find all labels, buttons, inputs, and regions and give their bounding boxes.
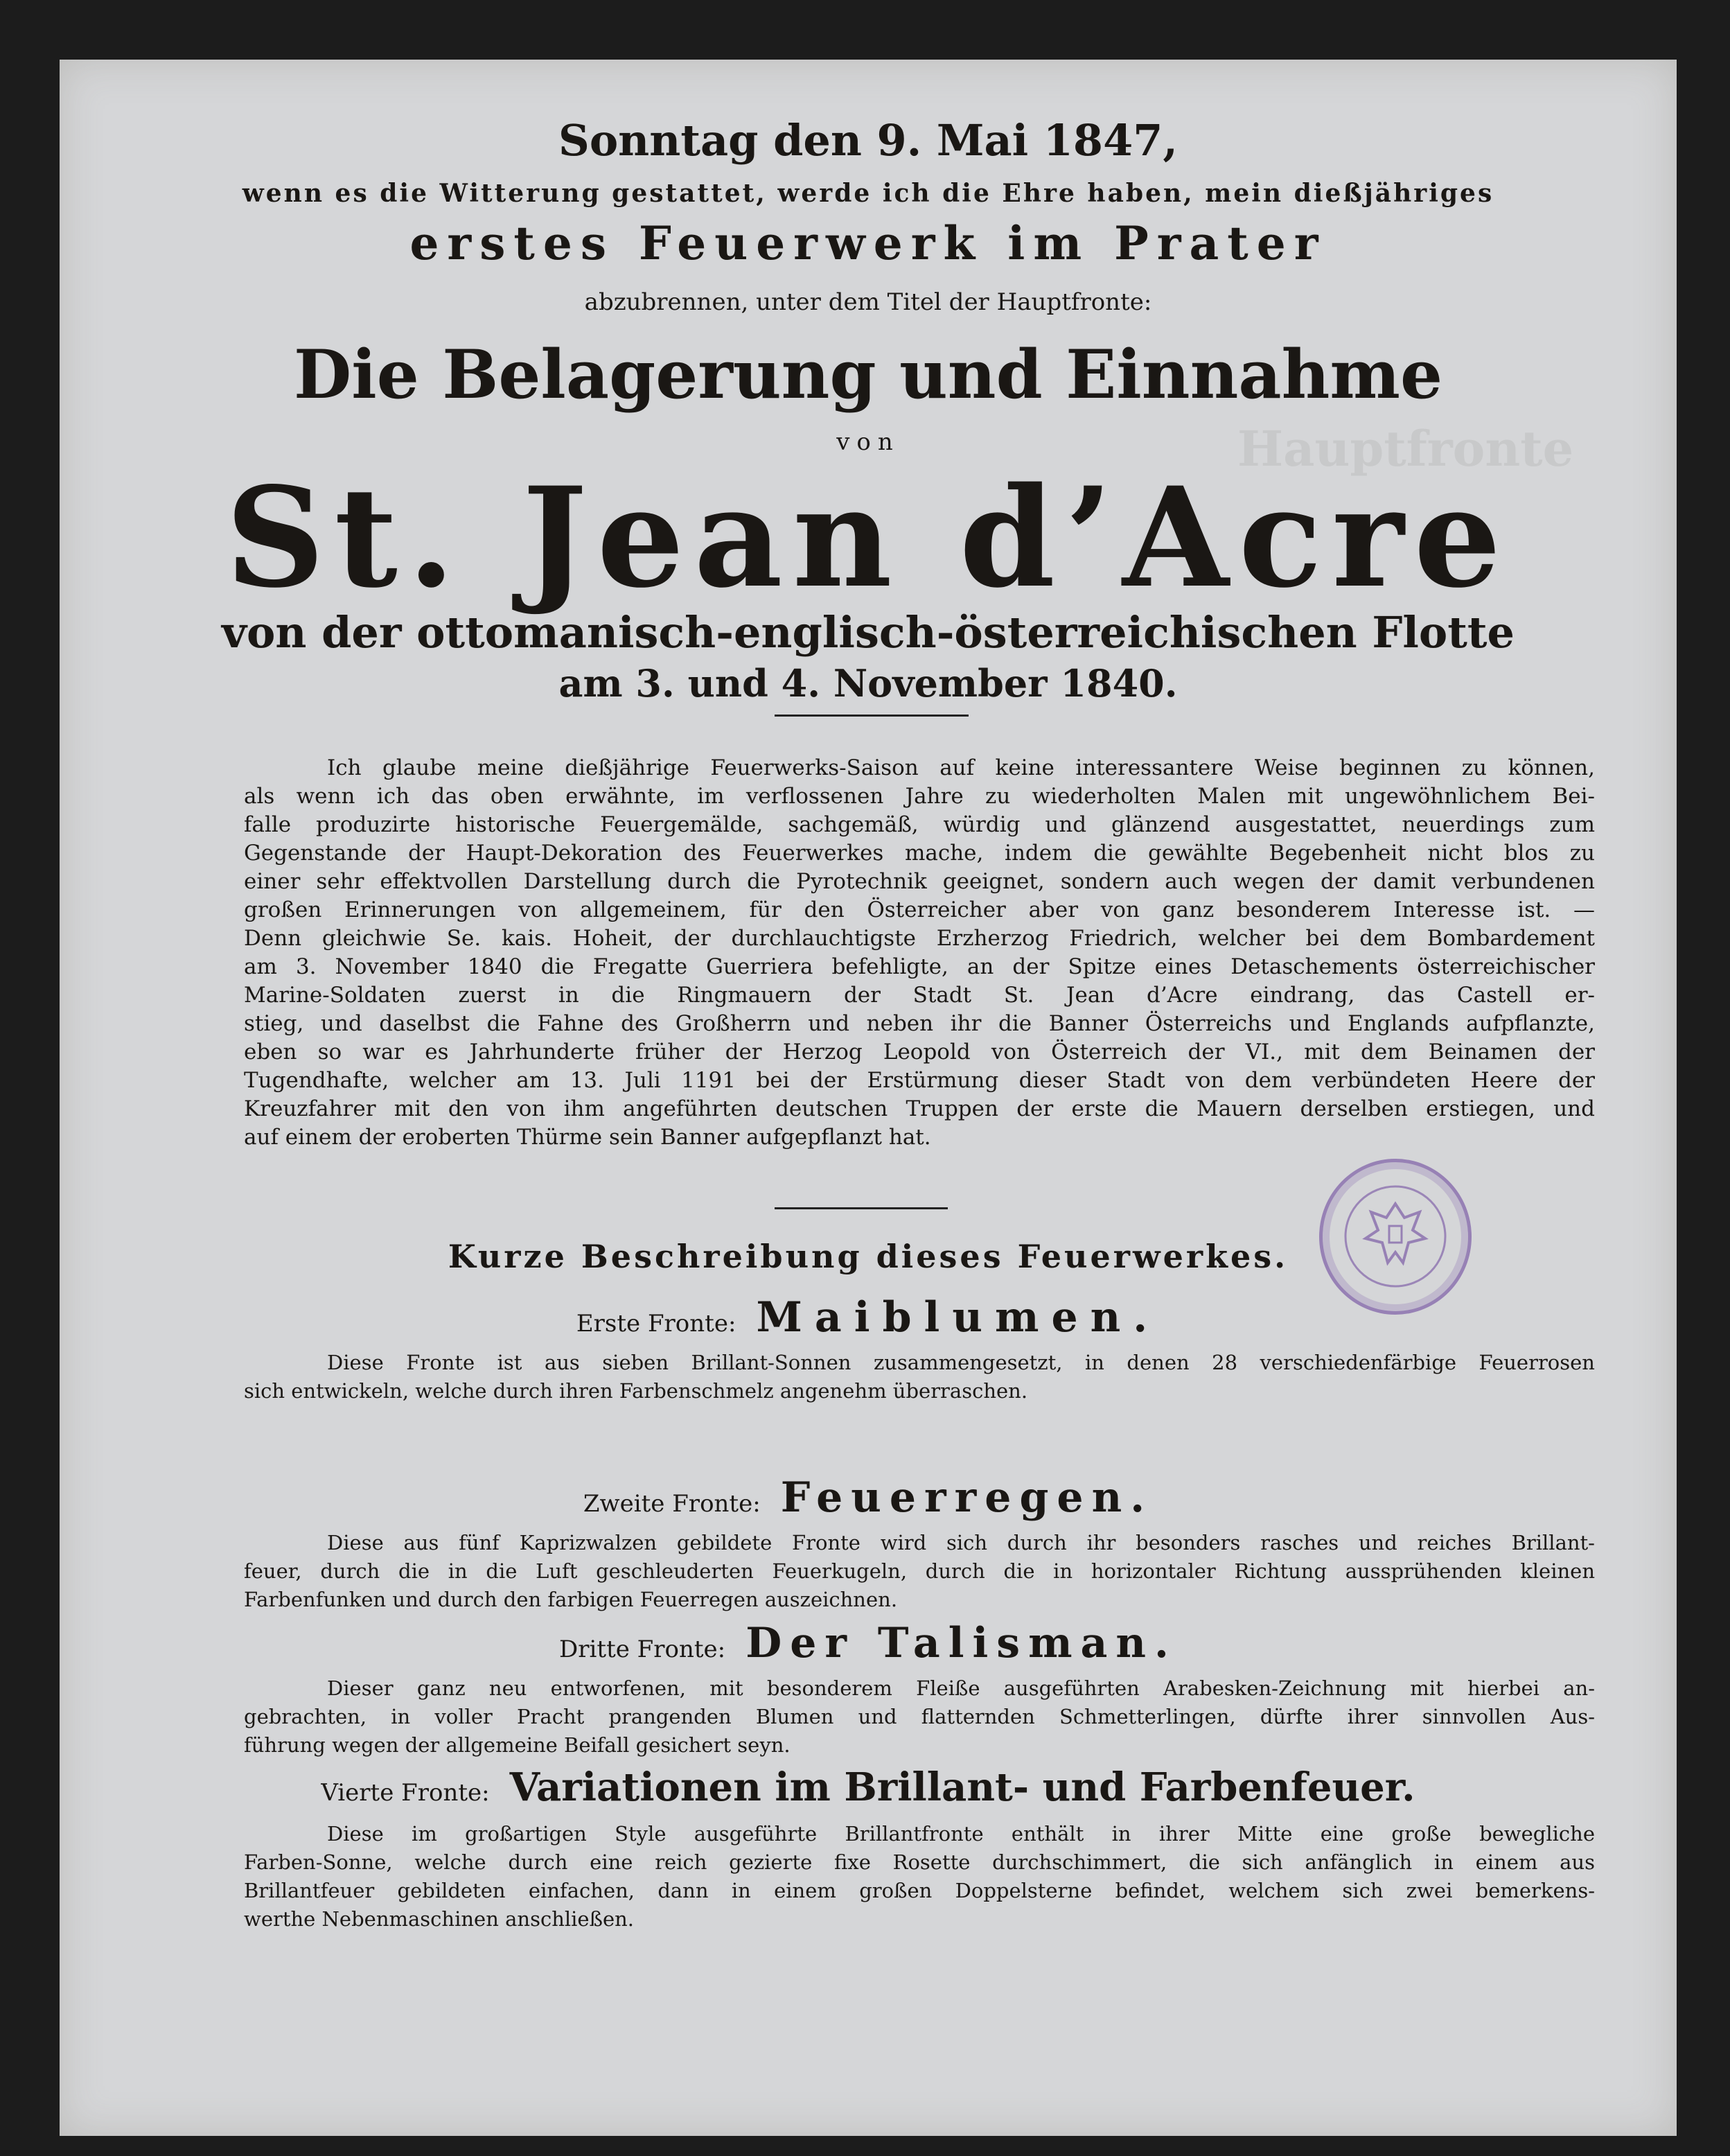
- paragraph-line: Denn gleichwie Se. kais. Hoheit, der durchlauchtigste Erzherzog Friedrich, welcher bei dem Bombardement: [244, 926, 1595, 951]
- paragraph-line: Gegenstande der Haupt-Dekoration des Feuerwerkes mache, indem die gewählte Begebenheit nicht blos zu: [244, 841, 1595, 866]
- title-date: am 3. und 4. November 1840.: [558, 661, 1178, 705]
- front-line: Diese aus fünf Kaprizwalzen gebildete Fronte wird sich durch ihr besonders rasches und reiches Brillant-: [327, 1531, 1595, 1554]
- paragraph-line: Marine-Soldaten zuerst in die Ringmauern der Stadt St. Jean d’Acre eindrang, das Castell er-: [244, 983, 1595, 1008]
- front-3-heading: [60, 1619, 1677, 1667]
- front-line: werthe Nebenmaschinen anschließen.: [244, 1907, 635, 1931]
- paragraph-line: Ich glaube meine dießjährige Feuerwerks-Saison auf keine interessantere Weise beginnen zu können,: [327, 755, 1595, 780]
- front-4-name: Variationen im Brillant- und Farbenfeuer.: [509, 1764, 1415, 1810]
- paragraph-line: Kreuzfahrer mit den von ihm angeführten deutschen Truppen der erste die Mauern derselben erstiegen, und: [244, 1096, 1595, 1121]
- front-2-text: [244, 1529, 1595, 1614]
- front-line: Farben-Sonne, welche durch eine reich gezierte fixe Rosette durchschimmert, die sich anfänglich in einem aus: [244, 1850, 1595, 1874]
- library-stamp: [1319, 1159, 1472, 1315]
- front-4-label: Vierte Fronte:: [321, 1779, 490, 1807]
- front-line: Farbenfunken und durch den farbigen Feuerregen auszeichnen.: [244, 1588, 898, 1611]
- title-line-3: von der ottomanisch-englisch-österreichischen Flotte: [222, 607, 1515, 658]
- front-3-name: Der Talisman.: [745, 1619, 1177, 1667]
- paragraph-line: eben so war es Jahrhunderte früher der Herzog Leopold von Österreich der VI., mit dem Beinamen der: [244, 1040, 1595, 1064]
- front-line: sich entwickeln, welche durch ihren Farbenschmelz angenehm überraschen.: [244, 1379, 1028, 1403]
- front-3-label: Dritte Fronte:: [559, 1636, 726, 1663]
- date-line: Sonntag den 9. Mai 1847,: [558, 115, 1178, 166]
- divider-top: [775, 715, 969, 717]
- divider-middle: [775, 1207, 948, 1209]
- paragraph-line: Tugendhafte, welcher am 13. Juli 1191 bei der Erstürmung dieser Stadt von dem verbündeten Heere der: [244, 1068, 1595, 1093]
- eagle-icon: [1323, 1162, 1468, 1311]
- front-2-label: Zweite Fronte:: [583, 1490, 761, 1518]
- front-2-name: Feuerregen.: [780, 1473, 1154, 1522]
- paragraph-line: als wenn ich das oben erwähnte, im verflossenen Jahre zu wiederholten Malen mit ungewöhnlichem Bei-: [244, 784, 1595, 809]
- paragraph-line: am 3. November 1840 die Fregatte Guerriera befehligte, an der Spitze eines Detaschements österreichischer: [244, 954, 1595, 979]
- paragraph-line: einer sehr effektvollen Darstellung durch die Pyrotechnik geeignet, sondern auch wegen der damit verbundenen: [244, 869, 1595, 894]
- event-line: erstes Feuerwerk im Prater: [409, 216, 1327, 270]
- subtitle-line: abzubrennen, unter dem Titel der Hauptfronte:: [584, 288, 1152, 316]
- description-heading: Kurze Beschreibung dieses Feuerwerkes.: [448, 1238, 1289, 1275]
- front-4-text: [244, 1820, 1595, 1934]
- front-line: feuer, durch die in die Luft geschleuderten Feuerkugeln, durch die in horizontaler Richtung aussprühenden kleinen: [244, 1559, 1595, 1583]
- front-line: Brillantfeuer gebildeten einfachen, dann in einem großen Doppelsterne befindet, welchem sich zwei bemerkens-: [244, 1879, 1595, 1902]
- bleed-through: Hauptfronte: [1237, 420, 1574, 477]
- front-2-heading: [60, 1473, 1677, 1522]
- front-1-name: Maiblumen.: [756, 1293, 1160, 1342]
- intro-paragraph: [244, 754, 1595, 1152]
- front-line: führung wegen der allgemeine Beifall gesichert seyn.: [244, 1733, 791, 1757]
- paragraph-line: stieg, und daselbst die Fahne des Großherrn und neben ihr die Banner Österreichs und Englands aufpflanzte,: [244, 1011, 1595, 1036]
- paragraph-line: großen Erinnerungen von allgemeinem, für den Österreicher aber von ganz besonderem Interesse ist. —: [244, 897, 1595, 922]
- front-line: Dieser ganz neu entworfenen, mit besonderem Fleiße ausgeführten Arabesken-Zeichnung mit hierbei an-: [327, 1676, 1595, 1700]
- title-main: St. Jean d’Acre: [225, 457, 1511, 618]
- paragraph-line: falle produzirte historische Feuergemälde, sachgemäß, würdig und glänzend ausgestattet, neuerdings zum: [244, 812, 1595, 837]
- title-line-1: Die Belagerung und Einnahme: [293, 335, 1443, 414]
- paragraph-line: auf einem der eroberten Thürme sein Banner aufgepflanzt hat.: [244, 1125, 931, 1150]
- front-line: gebrachten, in voller Pracht prangenden Blumen und flatternden Schmetterlingen, dürfte ihrer sinnvollen Aus-: [244, 1705, 1595, 1728]
- front-1-label: Erste Fronte:: [576, 1310, 736, 1338]
- front-1-text: [244, 1349, 1595, 1405]
- poster-sheet: [60, 60, 1677, 2136]
- front-line: Diese im großartigen Style ausgeführte Brillantfronte enthält in ihrer Mitte eine große bewegliche: [327, 1822, 1595, 1846]
- intro-line: wenn es die Witterung gestattet, werde ich die Ehre haben, mein dießjähriges: [242, 179, 1494, 208]
- front-line: Diese Fronte ist aus sieben Brillant-Sonnen zusammengesetzt, in denen 28 verschiedenfärbige Feuerrosen: [327, 1351, 1595, 1374]
- front-3-text: [244, 1674, 1595, 1760]
- title-von: von: [836, 428, 900, 456]
- front-4-heading: [60, 1764, 1677, 1810]
